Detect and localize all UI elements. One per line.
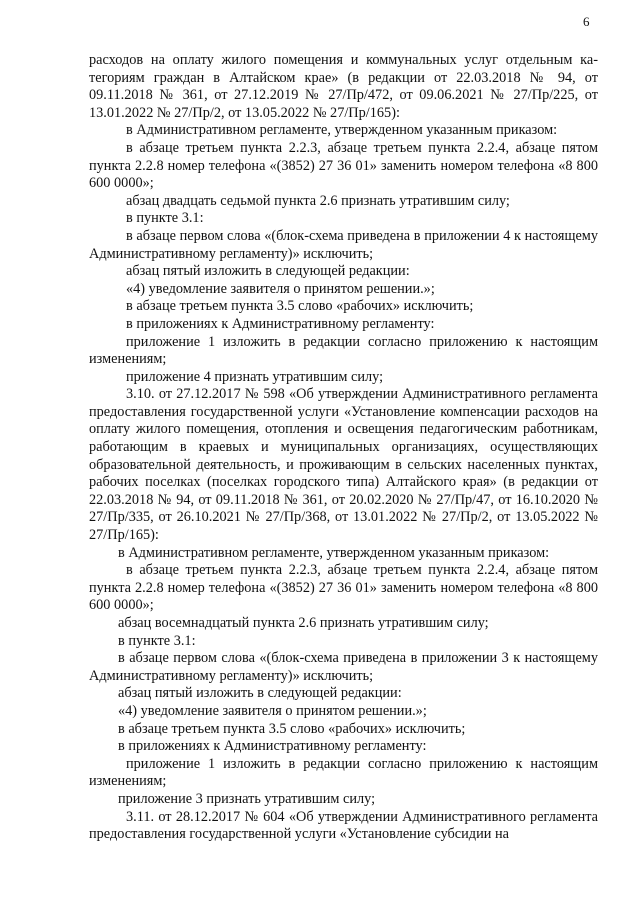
paragraph: приложение 1 изложить в редакции согласно приложению к настоящим изменениям; (89, 755, 598, 790)
paragraph: «4) уведомление заявителя о принятом решении.»; (118, 702, 427, 719)
paragraph: в абзаце первом слова «(блок-схема приведена в приложении 4 к настоящему Административному регламенту)» исключить; (89, 227, 598, 262)
paragraph: в Административном регламенте, утвержденном указанным приказом: (118, 544, 550, 561)
paragraph: в пункте 3.1: (126, 210, 204, 227)
paragraph: в абзаце третьем пункта 3.5 слово «рабочих» исключить; (118, 720, 466, 737)
paragraph: в абзаце третьем пункта 2.2.3, абзаце третьем пункта 2.2.4, абзаце пятом пункта 2.2.8 номер телефона «(3852) 27 36 01» заменить номером телефона «8 800 600 0000»; (89, 139, 598, 192)
paragraph: в абзаце третьем пункта 2.2.3, абзаце третьем пункта 2.2.4, абзаце пятом пункта 2.2.8 номер телефона «(3852) 27 36 01» заменить номером телефона «8 800 600 0000»; (89, 562, 598, 614)
paragraph: приложение 4 признать утратившим силу; (126, 368, 384, 385)
paragraph: в абзаце третьем пункта 3.5 слово «рабочих» исключить; (126, 298, 474, 315)
paragraph: 3.10. от 27.12.2017 № 598 «Об утверждении Административного регламента предоставления государственной услуги «Установление компенсации расходов на оплату жилого помещения, отопления и освещения педагогическим работникам, работающим в краевых и муниципальных организациях, осуществляющих образовательной деятельность, и проживающим в сельских населенных пунктах, рабочих поселках (поселках городского типа) Алтайского края» (в редакции от 22.03.2018 № 94, от 09.11.2018 № 361, от 20.02.2020 № 27/Пр/47, от 16.10.2020 № 27/Пр/335, от 26.10.2021 № 27/Пр/368, от 13.01.2022 № 27/Пр/2, от 13.05.2022 № 27/Пр/165): (89, 386, 598, 544)
document-body (89, 52, 598, 844)
paragraph: абзац восемнадцатый пункта 2.6 признать утратившим силу; (118, 615, 489, 631)
paragraph: в приложениях к Административному регламенту: (118, 738, 427, 755)
paragraph: приложение 3 признать утратившим силу; (118, 790, 376, 807)
page-number: 6 (583, 14, 590, 29)
paragraph: расходов на оплату жилого помещения и коммунальных услуг отдельным категориям граждан в Алтайском крае» (в редакции от 22.03.2018 № 94, от 09.11.2018 № 361, от 27.12.2019 № 27/Пр/472, от 09.06.2021 № 27/Пр/225, от 13.01.2022 № 27/Пр/2, от 13.05.2022 № 27/Пр/165): (89, 52, 598, 121)
paragraph: абзац пятый изложить в следующей редакции: (126, 263, 410, 280)
paragraph: в абзаце первом слова «(блок-схема приведена в приложении 3 к настоящему Административному регламенту)» исключить; (89, 650, 598, 684)
paragraph: 3.11. от 28.12.2017 № 604 «Об утверждении Административного регламента предоставления государственной услуги «Установление субсидии на (89, 808, 598, 843)
paragraph: в пункте 3.1: (118, 632, 196, 649)
paragraph: в приложениях к Административному регламенту: (126, 315, 435, 332)
paragraph: абзац пятый изложить в следующей редакции: (118, 685, 402, 702)
paragraph: в Административном регламенте, утвержденном указанным приказом: (126, 122, 558, 139)
paragraph: приложение 1 изложить в редакции согласно приложению к настоящим изменениям; (89, 333, 598, 368)
paragraph: «4) уведомление заявителя о принятом решении.»; (126, 280, 435, 297)
paragraph: абзац двадцать седьмой пункта 2.6 признать утратившим силу; (126, 192, 510, 209)
